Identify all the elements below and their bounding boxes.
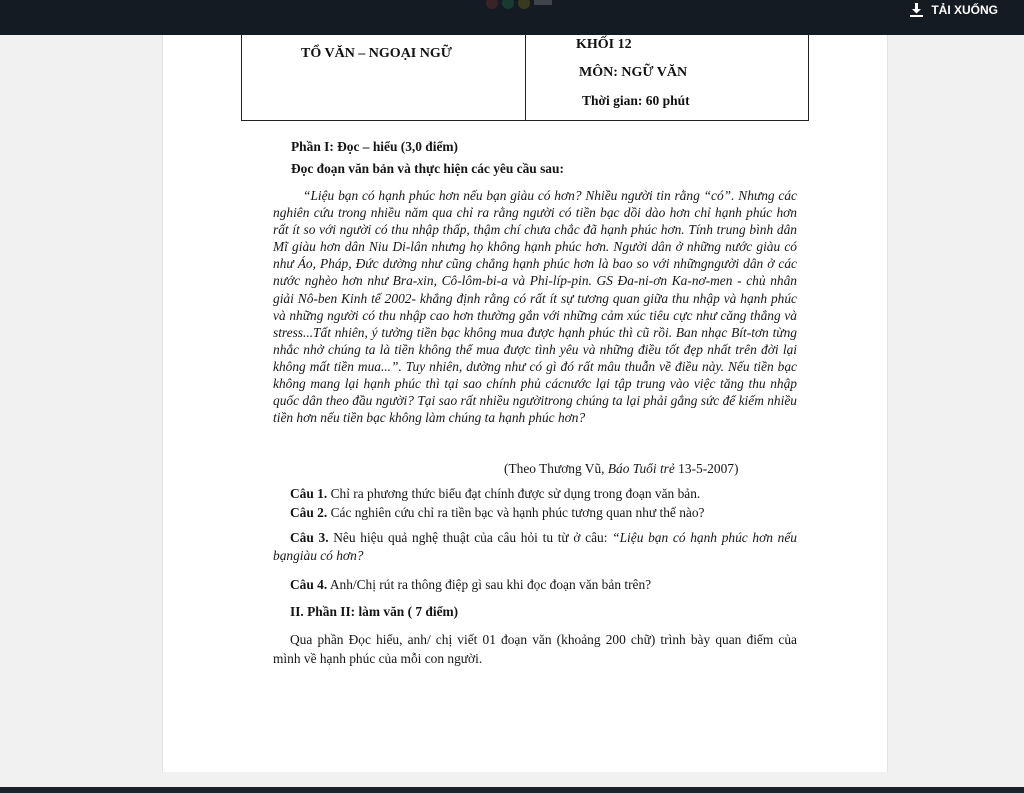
instruction: Đọc đoạn văn bản và thực hiện các yêu cầu sau: — [291, 161, 564, 176]
time-label: Thời gian: 60 phút — [582, 93, 690, 108]
source-suffix: 13-5-2007) — [674, 461, 739, 476]
document-page — [162, 35, 888, 772]
q2-label: Câu 2. — [290, 505, 328, 520]
download-icon — [910, 3, 923, 17]
table-divider — [525, 35, 526, 120]
download-button[interactable] — [910, 0, 998, 19]
question-4 — [273, 576, 797, 594]
part2-prompt: Qua phần Đọc hiểu, anh/ chị viết 01 đoạn văn (khoảng 200 chữ) trình bày quan điểm của mình về hạnh phúc của mỗi con người. — [273, 632, 797, 666]
q4-text: Anh/Chị rút ra thông điệp gì sau khi đọc đoạn văn bản trên? — [327, 577, 652, 592]
q3-label: Câu 3. — [290, 530, 329, 545]
question-1 — [273, 485, 797, 503]
question-2 — [273, 504, 797, 522]
download-label: TẢI XUỐNG — [931, 2, 998, 17]
q3-text: Nêu hiệu quả nghệ thuật của câu hỏi tu từ ở câu: — [328, 530, 613, 545]
q1-text: Chỉ ra phương thức biểu đạt chính được sử dụng trong đoạn văn bản. — [327, 486, 701, 501]
q3-quote: “Liệu bạn có hạnh phúc hơn nếu bạngiàu có hơn? — [273, 530, 797, 563]
reading-passage: “Liệu bạn có hạnh phúc hơn nếu bạn giàu có hơn? Nhiều người tin rằng “có”. Nhưng các nghiên cứu trong nhiều năm qua chỉ ra rằng người có tiền bạc dồi dào hơn chỉ hạnh phúc hơn rất ít so với người có thu nhập thấp, thậm chí chưa chắc đã hạnh phúc hơn. Tính trung bình dân Mĩ giàu hơn dân Niu Di-lân nhưng họ không hạnh phúc hơn. Người dân ở những nước giàu có như Áo, Pháp, Đức dường như cũng chẳng hạnh phúc hơn là bao so với nhữngngười dân ở các nước nghèo hơn như Bra-xin, Cô-lôm-bi-a và Phi-líp-pin. GS Đa-ni-ơn Ka-nơ-men - chủ nhân giải Nô-ben Kinh tế 2002- khẳng định rằng có rất ít sự tương quan giữa thu nhập và hạnh phúc và những người có thu nhập cao hơn thường gắn với những cảm xúc tiêu cực như căng thẳng và stress...Tất nhiên, ý tưởng tiền bạc không mua được hạnh phúc thì cũ rồi. Ban nhạc Bít-tơn từng nhắc nhở chúng ta là tiền không thể mua được tình yêu và những điều tốt đẹp nhất trên đời lại không mất tiền mua...”. Tuy nhiên, dường như có gì đó rất mâu thuẫn về điều này. Nếu tiền bạc không mang lại hạnh phúc thì tại sao chính phủ cácnước lại tập trung vào việc tăng thu nhập quốc dân theo đầu người? Tại sao rất nhiều ngườitrong chúng ta lại phải gắng sức để kiếm nhiều tiền hơn nếu tiền bạc không làm chúng ta hạnh phúc hơn? — [273, 188, 797, 426]
question-3 — [273, 529, 797, 565]
department-label: TỔ VĂN – NGOẠI NGỮ — [301, 46, 452, 61]
logo-icon — [484, 0, 554, 12]
passage-source — [504, 461, 738, 477]
bottom-bar — [0, 787, 1024, 793]
part2-title: II. Phần II: làm văn ( 7 điểm) — [290, 604, 459, 619]
source-prefix: (Theo Thương Vũ, — [504, 461, 608, 476]
q1-label: Câu 1. — [290, 486, 328, 501]
q4-label: Câu 4. — [290, 577, 328, 592]
exam-header-table — [241, 35, 809, 121]
q2-text: Các nghiên cứu chỉ ra tiền bạc và hạnh phúc tương quan như thế nào? — [327, 505, 705, 520]
top-toolbar — [0, 0, 1024, 35]
source-publication: Báo Tuổi trẻ — [607, 461, 675, 476]
grade-label: KHỐI 12 — [576, 37, 632, 52]
part1-title: Phần I: Đọc – hiểu (3,0 điểm) — [291, 139, 459, 154]
subject-label: MÔN: NGỮ VĂN — [579, 65, 688, 80]
